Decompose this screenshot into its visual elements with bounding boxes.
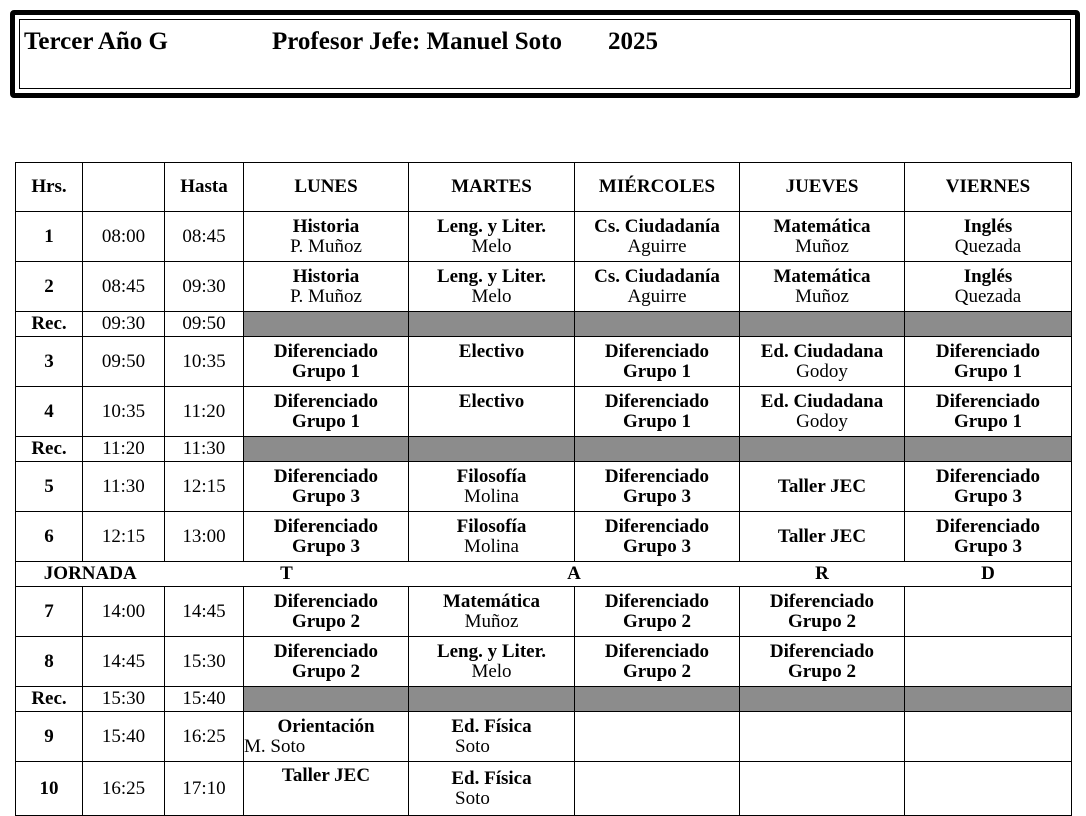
teacher: Melo xyxy=(471,660,512,682)
subject: Diferenciado xyxy=(604,340,710,362)
end-time: 14:45 xyxy=(165,587,244,637)
subject: Matemática xyxy=(442,590,541,612)
subject: Diferenciado xyxy=(273,590,379,612)
teacher: Aguirre xyxy=(627,285,687,307)
course-title: Tercer Año G xyxy=(24,28,168,55)
subject: Ed. Física xyxy=(451,715,532,737)
schedule-table xyxy=(15,162,1072,816)
cell-jueves xyxy=(740,762,905,816)
teacher: Soto xyxy=(455,787,490,809)
cell-martes xyxy=(409,212,575,262)
cell-miercoles xyxy=(575,512,740,562)
teacher: Melo xyxy=(471,285,512,307)
subject: Ed. Ciudadana xyxy=(760,390,884,412)
col-header-hasta: Hasta xyxy=(165,163,244,212)
group: Grupo 3 xyxy=(622,485,692,507)
subject: Diferenciado xyxy=(273,515,379,537)
end-time: 11:30 xyxy=(165,437,244,462)
cell-jueves xyxy=(740,462,905,512)
subject: Diferenciado xyxy=(935,390,1041,412)
subject: Inglés xyxy=(963,215,1013,237)
cell-martes xyxy=(409,712,575,762)
start-time: 11:30 xyxy=(83,462,165,512)
recess-cell xyxy=(575,437,740,462)
cell-miercoles xyxy=(575,587,740,637)
col-header-viernes: VIERNES xyxy=(905,163,1072,212)
cell-lunes xyxy=(244,512,409,562)
recess-cell xyxy=(244,312,409,337)
end-time: 15:40 xyxy=(165,687,244,712)
teacher: Aguirre xyxy=(627,235,687,257)
table-row xyxy=(16,262,1072,312)
subject: Diferenciado xyxy=(935,515,1041,537)
period-number: 4 xyxy=(16,387,83,437)
subject: Taller JEC xyxy=(281,765,371,786)
table-row xyxy=(16,387,1072,437)
cell-viernes xyxy=(905,462,1072,512)
subject: Diferenciado xyxy=(604,590,710,612)
cell-viernes xyxy=(905,712,1072,762)
cell-viernes xyxy=(905,637,1072,687)
cell-martes xyxy=(409,587,575,637)
subject: Ed. Ciudadana xyxy=(760,340,884,362)
header-inner-frame xyxy=(19,19,1071,89)
table-row xyxy=(16,762,1072,816)
teacher: Soto xyxy=(455,735,490,757)
start-time: 12:15 xyxy=(83,512,165,562)
teacher: M. Soto xyxy=(244,735,306,757)
period-number: 2 xyxy=(16,262,83,312)
end-time: 12:15 xyxy=(165,462,244,512)
header-box xyxy=(10,10,1080,98)
cell-miercoles xyxy=(575,262,740,312)
subject: Historia xyxy=(292,215,360,237)
period-number: 3 xyxy=(16,337,83,387)
cell-lunes xyxy=(244,387,409,437)
cell-jueves xyxy=(740,387,905,437)
teacher: Godoy xyxy=(796,360,848,382)
group: Grupo 1 xyxy=(953,360,1023,382)
teacher: Muñoz xyxy=(795,235,849,257)
table-row xyxy=(16,637,1072,687)
table-row xyxy=(16,587,1072,637)
recess-row xyxy=(16,437,1072,462)
teacher: Molina xyxy=(464,535,519,557)
teacher: Muñoz xyxy=(464,610,519,632)
group: Grupo 2 xyxy=(622,610,692,632)
group: Grupo 3 xyxy=(953,485,1023,507)
subject: Cs. Ciudadanía xyxy=(594,215,720,237)
period-number: 8 xyxy=(16,637,83,687)
recess-label: Rec. xyxy=(16,437,83,462)
cell-martes xyxy=(409,762,575,816)
subject: Inglés xyxy=(963,265,1013,287)
cell-miercoles xyxy=(575,762,740,816)
cell-jueves xyxy=(740,212,905,262)
period-number: 5 xyxy=(16,462,83,512)
cell-jueves xyxy=(740,637,905,687)
cell-miercoles xyxy=(575,337,740,387)
recess-cell xyxy=(244,687,409,712)
subject: Diferenciado xyxy=(604,390,710,412)
band-letter-d: D xyxy=(905,562,1072,587)
recess-label: Rec. xyxy=(16,312,83,337)
start-time: 15:30 xyxy=(83,687,165,712)
cell-martes xyxy=(409,387,575,437)
start-time: 08:45 xyxy=(83,262,165,312)
subject: Diferenciado xyxy=(935,340,1041,362)
subject: Orientación xyxy=(277,715,375,737)
start-time: 09:30 xyxy=(83,312,165,337)
group: Grupo 3 xyxy=(622,535,692,557)
cell-viernes xyxy=(905,337,1072,387)
recess-cell xyxy=(409,687,575,712)
recess-cell xyxy=(740,687,905,712)
subject: Leng. y Liter. xyxy=(436,640,547,662)
end-time: 09:50 xyxy=(165,312,244,337)
cell-viernes xyxy=(905,512,1072,562)
period-number: 1 xyxy=(16,212,83,262)
cell-martes xyxy=(409,262,575,312)
end-time: 17:10 xyxy=(165,762,244,816)
cell-viernes xyxy=(905,587,1072,637)
subject: Diferenciado xyxy=(935,465,1041,487)
end-time: 09:30 xyxy=(165,262,244,312)
group: Grupo 1 xyxy=(622,410,692,432)
end-time: 11:20 xyxy=(165,387,244,437)
recess-cell xyxy=(409,437,575,462)
group: Grupo 3 xyxy=(291,485,361,507)
start-time: 14:45 xyxy=(83,637,165,687)
period-number: 6 xyxy=(16,512,83,562)
recess-cell xyxy=(244,437,409,462)
subject: Taller JEC xyxy=(777,525,867,547)
group: Grupo 2 xyxy=(787,610,857,632)
col-header-hrs: Hrs. xyxy=(16,163,83,212)
recess-cell xyxy=(575,687,740,712)
recess-cell xyxy=(740,312,905,337)
cell-viernes xyxy=(905,262,1072,312)
teacher: Melo xyxy=(471,235,512,257)
subject: Diferenciado xyxy=(604,640,710,662)
recess-row xyxy=(16,312,1072,337)
group: Grupo 2 xyxy=(622,660,692,682)
cell-martes xyxy=(409,462,575,512)
subject: Diferenciado xyxy=(273,340,379,362)
group: Grupo 2 xyxy=(787,660,857,682)
band-letter-a: A xyxy=(409,562,740,587)
start-time: 10:35 xyxy=(83,387,165,437)
subject: Diferenciado xyxy=(273,390,379,412)
start-time: 09:50 xyxy=(83,337,165,387)
end-time: 08:45 xyxy=(165,212,244,262)
band-letter-r: R xyxy=(740,562,905,587)
start-time: 14:00 xyxy=(83,587,165,637)
cell-viernes xyxy=(905,762,1072,816)
afternoon-band-row xyxy=(16,562,1072,587)
cell-jueves xyxy=(740,512,905,562)
school-year: 2025 xyxy=(608,28,658,55)
cell-jueves xyxy=(740,712,905,762)
recess-cell xyxy=(905,312,1072,337)
cell-miercoles xyxy=(575,387,740,437)
band-jornada: JORNADA xyxy=(16,562,165,587)
teacher: Molina xyxy=(464,485,519,507)
end-time: 10:35 xyxy=(165,337,244,387)
col-header-miercoles: MIÉRCOLES xyxy=(575,163,740,212)
subject: Historia xyxy=(292,265,360,287)
subject: Diferenciado xyxy=(604,515,710,537)
subject: Ed. Física xyxy=(451,767,532,789)
group: Grupo 3 xyxy=(953,535,1023,557)
start-time: 11:20 xyxy=(83,437,165,462)
group: Grupo 1 xyxy=(953,410,1023,432)
subject: Taller JEC xyxy=(777,475,867,497)
head-teacher: Profesor Jefe: Manuel Soto xyxy=(272,28,562,55)
col-header-lunes: LUNES xyxy=(244,163,409,212)
group: Grupo 2 xyxy=(291,660,361,682)
cell-jueves xyxy=(740,587,905,637)
group: Grupo 1 xyxy=(291,360,361,382)
subject: Filosofía xyxy=(456,465,527,487)
recess-cell xyxy=(905,687,1072,712)
cell-miercoles xyxy=(575,712,740,762)
subject: Cs. Ciudadanía xyxy=(594,265,720,287)
recess-cell xyxy=(409,312,575,337)
subject: Diferenciado xyxy=(273,465,379,487)
teacher: P. Muñoz xyxy=(290,285,362,307)
cell-miercoles xyxy=(575,212,740,262)
subject: Electivo xyxy=(458,340,525,362)
cell-martes xyxy=(409,512,575,562)
cell-miercoles xyxy=(575,462,740,512)
group: Grupo 1 xyxy=(622,360,692,382)
period-number: 10 xyxy=(16,762,83,816)
subject: Filosofía xyxy=(456,515,527,537)
cell-viernes xyxy=(905,387,1072,437)
start-time: 08:00 xyxy=(83,212,165,262)
teacher: Quezada xyxy=(954,235,1022,257)
period-number: 9 xyxy=(16,712,83,762)
start-time: 16:25 xyxy=(83,762,165,816)
table-row xyxy=(16,712,1072,762)
table-row xyxy=(16,212,1072,262)
recess-label: Rec. xyxy=(16,687,83,712)
cell-miercoles xyxy=(575,637,740,687)
subject: Diferenciado xyxy=(769,640,875,662)
subject: Diferenciado xyxy=(769,590,875,612)
cell-lunes xyxy=(244,212,409,262)
cell-lunes xyxy=(244,462,409,512)
recess-cell xyxy=(740,437,905,462)
teacher: Godoy xyxy=(796,410,848,432)
end-time: 15:30 xyxy=(165,637,244,687)
cell-lunes xyxy=(244,262,409,312)
band-letter-t: T xyxy=(165,562,409,587)
teacher: Muñoz xyxy=(795,285,849,307)
cell-jueves xyxy=(740,337,905,387)
cell-viernes xyxy=(905,212,1072,262)
end-time: 16:25 xyxy=(165,712,244,762)
cell-martes xyxy=(409,637,575,687)
cell-martes xyxy=(409,337,575,387)
col-header-martes: MARTES xyxy=(409,163,575,212)
recess-row xyxy=(16,687,1072,712)
table-row xyxy=(16,462,1072,512)
cell-lunes xyxy=(244,637,409,687)
table-row xyxy=(16,337,1072,387)
table-row xyxy=(16,512,1072,562)
cell-lunes xyxy=(244,337,409,387)
period-number: 7 xyxy=(16,587,83,637)
recess-cell xyxy=(575,312,740,337)
header-row xyxy=(16,163,1072,212)
cell-jueves xyxy=(740,262,905,312)
recess-cell xyxy=(905,437,1072,462)
subject: Leng. y Liter. xyxy=(436,215,547,237)
group: Grupo 1 xyxy=(291,410,361,432)
start-time: 15:40 xyxy=(83,712,165,762)
subject: Matemática xyxy=(773,265,871,287)
subject: Matemática xyxy=(773,215,871,237)
subject: Diferenciado xyxy=(273,640,379,662)
end-time: 13:00 xyxy=(165,512,244,562)
col-header-jueves: JUEVES xyxy=(740,163,905,212)
col-header-from xyxy=(83,163,165,212)
subject: Electivo xyxy=(458,390,525,412)
subject: Diferenciado xyxy=(604,465,710,487)
group: Grupo 2 xyxy=(291,610,361,632)
cell-lunes xyxy=(244,762,409,816)
cell-lunes xyxy=(244,587,409,637)
subject: Leng. y Liter. xyxy=(436,265,547,287)
group: Grupo 3 xyxy=(291,535,361,557)
teacher: P. Muñoz xyxy=(290,235,362,257)
teacher: Quezada xyxy=(954,285,1022,307)
cell-lunes xyxy=(244,712,409,762)
